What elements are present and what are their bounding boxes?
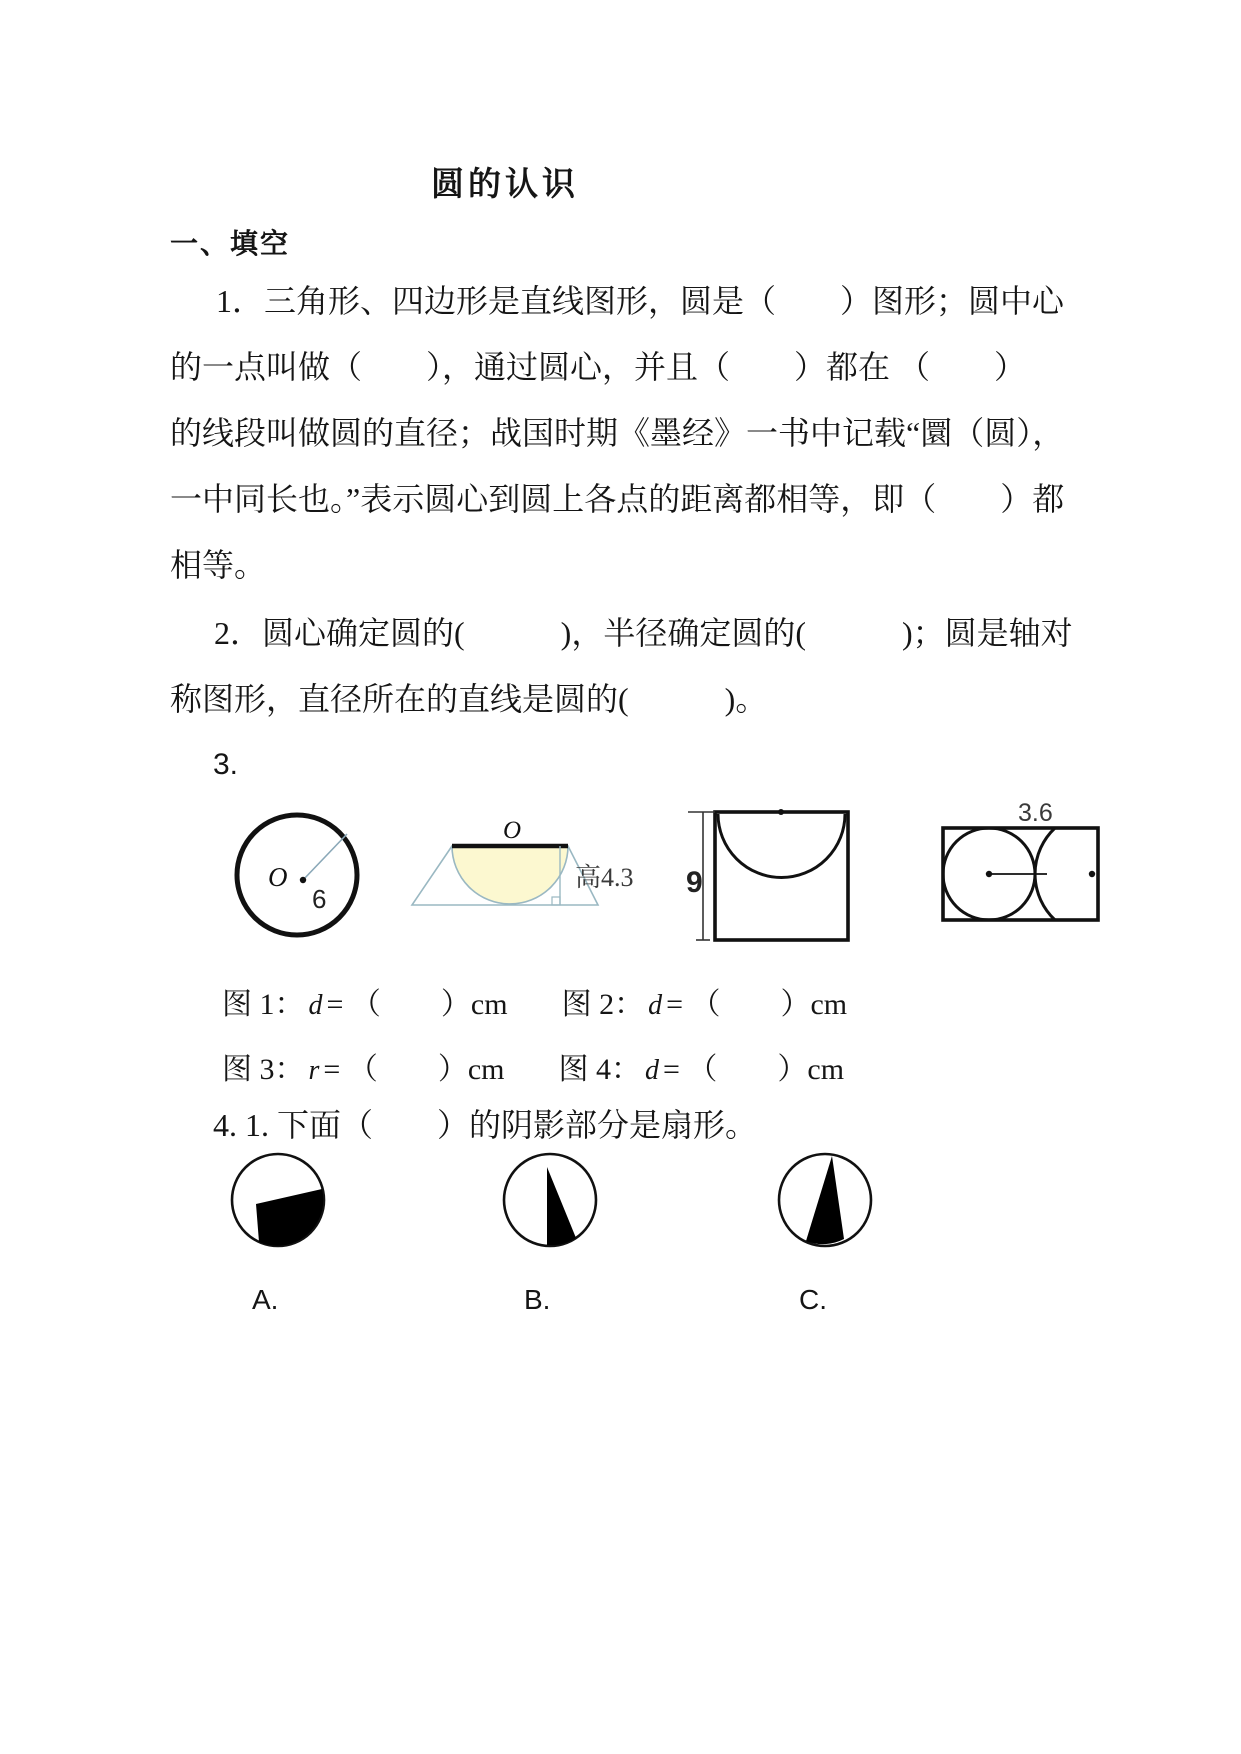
question-2	[170, 600, 1073, 732]
center-dot	[300, 877, 306, 883]
question-1-line: 相等。	[170, 547, 267, 583]
option-a-circle-figure	[228, 1150, 328, 1250]
page-title: 圆的认识	[431, 167, 579, 203]
center-label: O	[503, 817, 522, 844]
answer-fig4-prefix: 图 4：	[558, 1053, 641, 1086]
figure-1-circle-with-radius	[222, 810, 372, 942]
semicircle	[452, 846, 568, 904]
question-1-line: 1．三角形、四边形是直线图形，圆是（ ）图形；圆中心	[216, 283, 1065, 319]
radius-value-label: 6	[312, 884, 327, 914]
answer-fig4	[558, 1048, 844, 1093]
answer-fig3-variable: r	[308, 1055, 320, 1086]
center-label: O	[268, 862, 288, 892]
question-1-line: 的线段叫做圆的直径；战国时期《墨经》一书中记载“圜（圆），	[170, 415, 1065, 451]
question-1	[170, 268, 1070, 598]
answer-fig1-prefix: 图 1：	[222, 988, 305, 1021]
radius-line	[303, 834, 347, 880]
option-b-circle-figure	[500, 1150, 600, 1250]
right-angle-mark	[552, 897, 560, 905]
question-2-line: 2．圆心确定圆的( )，半径确定圆的( )；圆是轴对	[214, 615, 1073, 651]
shaded-region	[547, 1167, 576, 1245]
question-2-line: 称图形，直径所在的直线是圆的( )。	[170, 681, 768, 717]
figure-4-rectangle-with-circles	[938, 795, 1108, 927]
option-b-label: B.	[524, 1284, 551, 1315]
answer-fig1	[222, 983, 508, 1028]
section-heading-fill-blanks: 一、填空	[170, 229, 291, 260]
semicircle	[718, 814, 845, 878]
right-center-dot	[1089, 871, 1095, 877]
question-4-prompt: 4. 1. 下面（ ）的阴影部分是扇形。	[213, 1107, 758, 1143]
left-center-dot	[986, 871, 992, 877]
top-center-dot	[778, 809, 784, 815]
answer-fig2-blank: = （ ）cm	[666, 988, 848, 1021]
question-3-number: 3.	[213, 748, 239, 781]
width-value-label: 3.6	[1018, 799, 1053, 827]
answer-fig3-blank: = （ ）cm	[323, 1053, 505, 1086]
option-a-label: A.	[252, 1284, 279, 1315]
answer-fig2-variable: d	[648, 990, 663, 1021]
option-c-circle-figure	[775, 1150, 875, 1250]
figure-3-square-with-semicircle	[685, 800, 855, 950]
figure-answers-row-1	[222, 983, 1082, 1028]
circle-outline	[237, 815, 357, 935]
answer-fig2	[562, 983, 848, 1028]
answer-fig4-blank: = （ ）cm	[662, 1053, 845, 1086]
question-1-line: 的一点叫做（ ），通过圆心，并且（ ）都在 （ ）	[170, 349, 1027, 385]
figure-2-trapezoid-with-semicircle	[395, 816, 670, 916]
question-1-line: 一中同长也。”表示圆心到圆上各点的距离都相等，即（ ）都	[170, 481, 1065, 517]
shaded-region	[806, 1156, 844, 1244]
answer-fig3-prefix: 图 3：	[222, 1053, 305, 1086]
answer-fig2-prefix: 图 2：	[561, 988, 645, 1021]
answer-fig3	[222, 1048, 504, 1093]
option-c-label: C.	[799, 1284, 827, 1315]
answer-fig1-variable: d	[308, 990, 323, 1021]
answer-fig4-variable: d	[644, 1055, 659, 1086]
answer-fig1-blank: = （ ）cm	[326, 988, 508, 1021]
shaded-region	[256, 1189, 323, 1246]
figure-answers-row-2	[222, 1048, 1082, 1093]
side-value-label: 9	[686, 866, 703, 899]
height-value-label: 高4.3	[575, 863, 634, 892]
